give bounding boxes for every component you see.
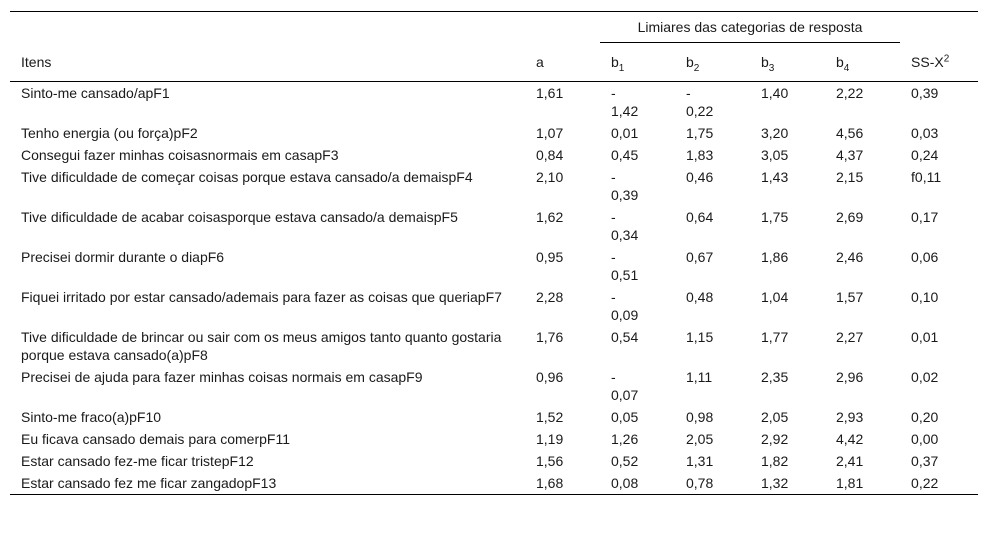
table-row	[10, 428, 978, 450]
b2-cell: 0,67	[686, 249, 714, 265]
ss-x2-cell: 0,06	[911, 249, 939, 265]
table-row	[10, 122, 978, 144]
b2-cell: 0,48	[686, 289, 714, 305]
item-cell: Eu ficava cansado demais para comerpF11	[21, 431, 290, 447]
b4-cell: 2,46	[836, 249, 864, 265]
b1-cell: - 0,34	[611, 209, 639, 243]
a-cell: 2,10	[536, 169, 564, 185]
b2-cell: 0,78	[675, 472, 750, 495]
header-blank-ss	[900, 12, 978, 43]
item-cell: Precisei dormir durante o diapF6	[21, 249, 225, 265]
item-cell: Fiquei irritado por estar cansado/ademais para fazer as coisas que queriapF7	[21, 289, 502, 305]
b4-cell: 2,41	[836, 453, 864, 469]
a-cell: 1,52	[536, 409, 564, 425]
b4-cell: 1,81	[825, 472, 900, 495]
b3-cell: 1,04	[761, 289, 789, 305]
b1-cell: 0,52	[611, 453, 639, 469]
b2-cell: 1,15	[686, 329, 714, 345]
b1-cell: - 1,42	[611, 85, 639, 119]
ss-x2-cell: 0,22	[900, 472, 978, 495]
b2-cell: 1,83	[686, 147, 714, 163]
table-row	[10, 366, 978, 406]
table-header	[10, 12, 978, 82]
col-header-b2: $b_2$	[675, 43, 750, 82]
b1-cell: - 0,39	[611, 169, 639, 203]
header-blank-items	[10, 12, 525, 43]
b4-cell: 2,96	[836, 369, 864, 385]
a-cell: 0,96	[536, 369, 564, 385]
b3-cell: 1,86	[761, 249, 789, 265]
b1-cell: 0,54	[611, 329, 639, 345]
a-cell: 1,19	[536, 431, 564, 447]
a-cell: 1,61	[536, 85, 564, 101]
b4-cell: 4,37	[836, 147, 864, 163]
b4-cell: 4,56	[836, 125, 864, 141]
table-row	[10, 166, 978, 206]
ss-x2-cell: 0,37	[911, 453, 939, 469]
b3-cell: 3,05	[761, 147, 789, 163]
item-cell: Tive dificuldade de acabar coisasporque estava cansado/a demaispF5	[21, 209, 458, 225]
b4-cell: 4,42	[836, 431, 864, 447]
header-blank-a	[525, 12, 600, 43]
table-row	[10, 286, 978, 326]
b1-cell: 1,26	[611, 431, 639, 447]
ss-x2-cell: 0,39	[911, 85, 939, 101]
b3-cell: 2,35	[761, 369, 789, 385]
b4-cell: 2,22	[836, 85, 864, 101]
b1-cell: 0,45	[611, 147, 639, 163]
table-row	[10, 326, 978, 366]
col-header-b1: $b_1$	[600, 43, 675, 82]
ss-x2-cell: 0,10	[911, 289, 939, 305]
ss-x2-cell: 0,01	[911, 329, 939, 345]
b3-cell: 1,82	[761, 453, 789, 469]
b2-cell: 0,98	[686, 409, 714, 425]
item-cell: Estar cansado fez-me ficar tristepF12	[21, 453, 254, 469]
table-row	[10, 406, 978, 428]
b4-cell: 2,27	[836, 329, 864, 345]
b3-cell: 2,92	[761, 431, 789, 447]
col-header-ss-x2: $SS-X^2$	[900, 43, 978, 82]
a-cell: 1,07	[536, 125, 564, 141]
a-cell: 1,76	[536, 329, 564, 345]
ss-x2-cell: 0,17	[911, 209, 939, 225]
ss-x2-cell: 0,00	[911, 431, 939, 447]
b3-cell: 1,77	[761, 329, 789, 345]
col-header-items: Itens	[10, 43, 525, 82]
a-cell: 1,62	[536, 209, 564, 225]
b4-cell: 1,57	[836, 289, 864, 305]
b4-cell: 2,15	[836, 169, 864, 185]
b2-cell: 1,75	[686, 125, 714, 141]
col-header-a: a	[525, 43, 600, 82]
item-cell: Tive dificuldade de brincar ou sair com os meus amigos tanto quanto gostaria porque estava cansado(a)pF8	[21, 329, 502, 363]
b2-cell: 1,31	[686, 453, 714, 469]
a-cell: 0,84	[536, 147, 564, 163]
table-row	[10, 472, 978, 495]
ss-x2-cell: 0,03	[911, 125, 939, 141]
ss-x2-cell: 0,24	[911, 147, 939, 163]
table-container	[10, 11, 978, 495]
ss-x2-cell: f0,11	[911, 169, 942, 185]
b1-cell: - 0,07	[611, 369, 639, 403]
table-row	[10, 206, 978, 246]
a-cell: 0,95	[536, 249, 564, 265]
table-row	[10, 144, 978, 166]
b1-cell: - 0,09	[611, 289, 639, 323]
irt-parameters-table	[10, 11, 978, 495]
a-cell: 1,68	[525, 472, 600, 495]
ss-x2-cell: 0,20	[911, 409, 939, 425]
b2-cell: 0,64	[686, 209, 714, 225]
b3-cell: 1,32	[750, 472, 825, 495]
b2-cell: - 0,22	[686, 85, 714, 119]
b3-cell: 1,75	[761, 209, 789, 225]
b2-cell: 2,05	[686, 431, 714, 447]
item-cell: Sinto-me fraco(a)pF10	[21, 409, 162, 425]
table-body	[10, 82, 978, 495]
b4-cell: 2,93	[836, 409, 864, 425]
b1-cell: 0,08	[600, 472, 675, 495]
b4-cell: 2,69	[836, 209, 864, 225]
table-row	[10, 246, 978, 286]
table-row	[10, 82, 978, 123]
b3-cell: 1,43	[761, 169, 789, 185]
a-cell: 1,56	[536, 453, 564, 469]
col-header-b3: $b_3$	[750, 43, 825, 82]
item-cell: Precisei de ajuda para fazer minhas coisas normais em casapF9	[21, 369, 423, 385]
item-cell: Estar cansado fez me ficar zangadopF13	[10, 472, 525, 495]
col-header-b4: $b_4$	[825, 43, 900, 82]
item-cell: Tenho energia (ou força)pF2	[21, 125, 198, 141]
table-row	[10, 450, 978, 472]
b1-cell: 0,01	[611, 125, 639, 141]
b3-cell: 1,40	[761, 85, 789, 101]
item-cell: Sinto-me cansado/apF1	[21, 85, 170, 101]
a-cell: 2,28	[536, 289, 564, 305]
b1-cell: 0,05	[611, 409, 639, 425]
item-cell: Tive dificuldade de começar coisas porque estava cansado/a demaispF4	[21, 169, 473, 185]
item-cell: Consegui fazer minhas coisasnormais em casapF3	[21, 147, 339, 163]
b2-cell: 1,11	[686, 369, 713, 385]
ss-x2-cell: 0,02	[911, 369, 939, 385]
b2-cell: 0,46	[686, 169, 714, 185]
b3-cell: 3,20	[761, 125, 789, 141]
b3-cell: 2,05	[761, 409, 789, 425]
b1-cell: - 0,51	[611, 249, 639, 283]
thresholds-group-header: Limiares das categorias de resposta	[600, 12, 900, 43]
